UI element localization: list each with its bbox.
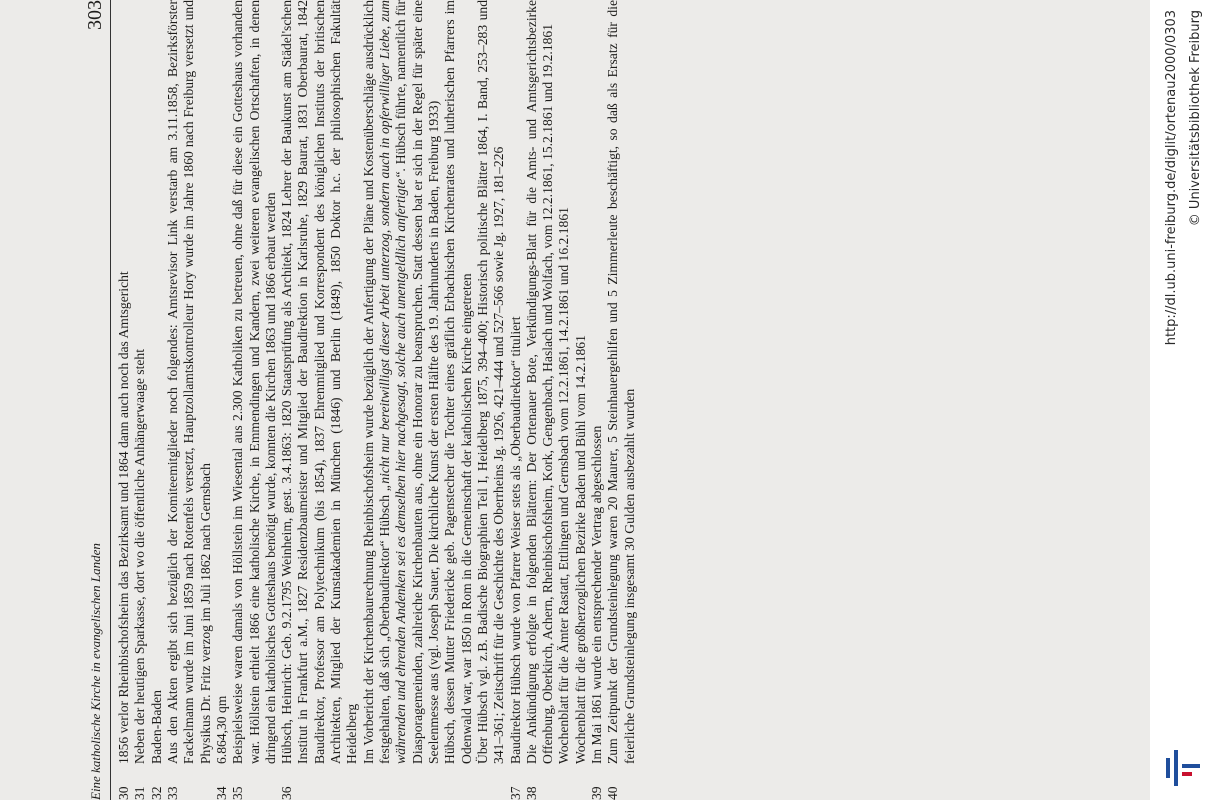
footnote-number: 39 [589,786,605,800]
footnote-text-span: Im Vorbericht der Kirchenbaurechnung Rheinbischofsheim wurde bezüglich der Anfertigung der Pläne und Kostenüberschläge ausdrücklich festgehalten, daß sich „Oberbaudirektor“ Hübsch [360,0,392,764]
footnote-36 [279,0,507,800]
footnote-31 [132,0,148,800]
logo-bar [1174,750,1178,786]
footnotes [116,0,638,800]
footnote-text: Baudirektor Hübsch wurde von Pfarrer Weiser stets als „Oberbaudirektor“ tituliert [507,316,523,764]
footnote-number: 35 [230,786,246,800]
footnote-number: 30 [116,786,131,800]
footnote-33 [165,0,214,800]
footnote-39 [589,0,605,800]
footnote-number: 40 [605,786,621,800]
footnote-text: 6.864,30 qm [213,695,229,764]
logo-bar [1166,758,1170,778]
footnote-number: 31 [132,786,148,800]
sidebar-text [1160,0,1210,800]
logo-bar [1182,772,1192,776]
footnote-text: Neben der heutigen Sparkasse, dort wo die öffentliche Anhängerwaage steht [132,349,148,764]
footnote-35 [230,0,279,800]
footnote-paragraph: Wochenblatt für die Ämter Rastatt, Ettlingen und Gernsbach vom 12.2.1861, 14.2.1861 und 16.2.1861 [556,207,572,764]
logo-bar [1182,764,1200,768]
footnote-34 [214,0,230,800]
footnote-paragraph: Über Hübsch vgl. z.B. Badische Biographien Teil I, Heidelberg 1875, 394–400; Historisch politische Blätter 1864, I. Band, 253–283 und 341–361; Zeitschrift für die Geschichte des Oberrheins Jg. 1926, 421–444 und 527–566 sowie Jg. 1927, 181–226 [474,0,507,764]
footnote-text: Baden-Baden [148,690,164,764]
footnote-40 [605,0,638,800]
footnote-32 [149,0,165,800]
footnote-paragraph: Wochenblatt für die großherzoglichen Bezirke Baden und Bühl vom 14.2.1861 [572,335,588,764]
footnote-38 [524,0,589,800]
footnote-number: 33 [164,786,180,800]
footnote-text-span: Hübsch führte, namentlich für Diasporagemeinden, zahlreiche Kirchenbauten aus, ohne ein Honorar zu beanspruchen. Statt dessen bat er sich in der Regel für später eine Seelenmesse aus (vgl. Joseph Sauer, Die kirchliche Kunst der ersten Hälfte des 19. Jahrhunderts in Baden, Freiburg 1933) [393,0,441,764]
footnote-number: 37 [507,786,523,800]
library-credit: © Universitätsbibliothek Freiburg [1188,10,1203,227]
footnote-text: 1856 verlor Rheinbischofsheim das Bezirksamt und 1864 dann auch noch das Amtsgericht [116,271,131,764]
library-logo-icon [1164,746,1204,790]
footnote-37 [508,0,524,800]
footnote-text: Zum Zeitpunkt der Grundsteinlegung waren 20 Maurer, 5 Steinhauergehilfen und 5 Zimmerleute beschäftigt, so daß als Ersatz für die feierliche Grundsteinlegung insgesamt 30 Gulden ausbezahlt wurden [605,0,637,764]
footnote-paragraph: Hübsch, dessen Mutter Friedericke geb. Pagenstecher die Tochter eines gräflich Erbachischen Kirchenrates und lutherischen Pfarrers im Odenwald war, war 1850 in Rom in die Gemeinschaft der katholischen Kirche eingetreten [442,0,474,764]
footnote-paragraph [361,0,443,764]
footnote-text: Aus den Akten ergibt sich bezüglich der Komiteemitglieder noch folgendes: Amtsrevisor Link verstarb am 3.11.1858, Bezirksförster Fackelmann wurde im Juni 1859 nach Rotenfels versetzt, Hauptzollamtskontrolleur Hory wurde im Jahre 1860 nach Freiburg versetzt und Physikus Dr. Fritz verzog im Juli 1862 nach Gernsbach [164,0,213,764]
footnote-number: 38 [523,786,539,800]
rotated-page [80,0,1160,800]
source-url-link[interactable]: http://dl.ub.uni-freiburg.de/diglit/ortenau2000/0303 [1164,10,1179,346]
footnote-paragraph: Die Ankündigung erfolgte in folgenden Blättern: Der Ortenauer Bote, Verkündigungs-Blatt für die Amts- und Amtsgerichtsbezirke Offenburg, Oberkirch, Achern, Rheinbischofsheim, Kork, Gengenbach, Haslach und Wolfach, vom 12.2.1861, 15.2.1861 und 19.2.1861 [523,0,556,764]
footnote-quote: „nicht nur bereitwilligst dieser Arbeit unterzog, sondern auch in opferwilliger Liebe, zum währenden und ehrenden Andenken sei es demselben hier nachgesagt, solche auch unentgeldlich anfertigte“. [377,0,409,764]
page-number: 303 [84,0,106,30]
running-title: Eine katholische Kirche in evangelischen Landen [88,543,103,800]
footnote-text: Beispielsweise waren damals von Höllstein im Wiesental aus 2.300 Katholiken zu betreuen, ohne daß für diese ein Gotteshaus vorhanden war. Höllstein erhielt 1866 eine katholische Kirche, in Emmendingen und Kandern, zwei weiteren evangelischen Ortschaften, in denen dringend ein katholisches Gotteshaus benötigt wurde, konnten die Kirchen 1863 und 1866 erbaut werden [230,0,278,764]
footnote-number: 34 [213,786,229,800]
footnote-text: Im Mai 1861 wurde ein entsprechender Vertrag abgeschlossen [589,425,605,764]
footnote-number: 36 [279,786,295,800]
footnote-30 [116,0,132,800]
footnote-paragraph: Hübsch, Heinrich: Geb. 9.2.1795 Weinheim, gest. 3.4.1863: 1820 Staatsprüfung als Architekt, 1824 Lehrer der Baukunst am Städel'schen Institut in Frankfurt a.M., 1827 Residenzbaumeister und Mitglied der Baudirektion in Karlsruhe, 1829 Baurat, 1831 Oberbaurat, 1842 Baudirektor, Professor am Polytechnikum (bis 1854), 1837 Ehrenmitglied und Korrespondent des königlichen Instituts der britischen Architekten, Mitglied der Kunstakademien in München (1846) und Berlin (1849), 1850 Doktor h.c. der philosophischen Fakultät Heidelberg [279,0,360,764]
page-header [80,0,111,800]
footnote-number: 32 [148,786,164,800]
